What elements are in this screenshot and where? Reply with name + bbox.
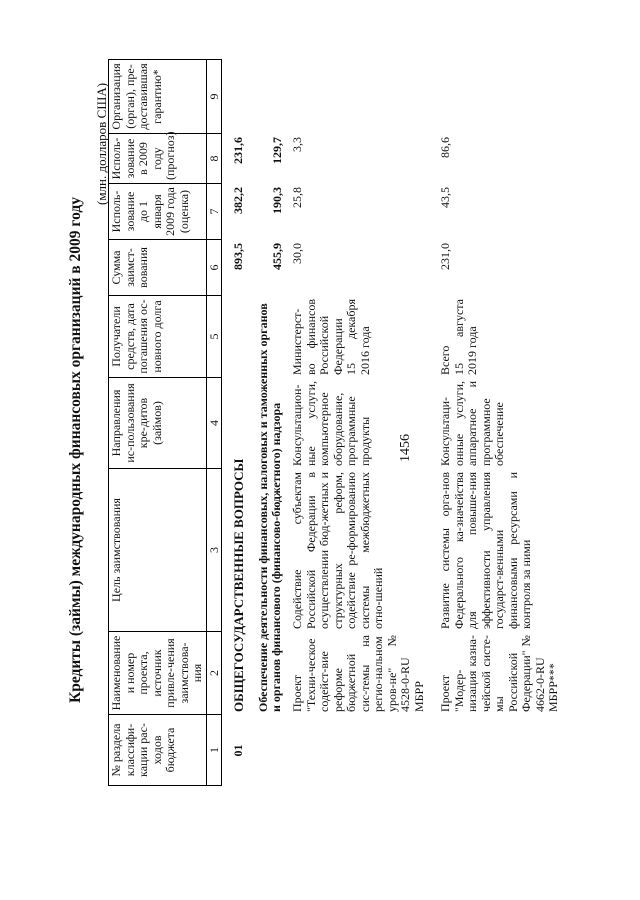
column-number: 9 (206, 60, 221, 134)
section-used-2009: 231,6 (231, 137, 245, 164)
project-guarantor (427, 60, 562, 134)
project-used-2009: 3,3 (290, 137, 304, 152)
project-used-before: 43,5 (438, 187, 452, 208)
header-amount: Сумма заимст-вования (109, 240, 207, 296)
subsection-amount: 455,9 (269, 243, 284, 270)
header-used-before: Исполь-зование до 1 января 2009 года (оценка) (109, 184, 207, 240)
subsection-used-2009: 129,7 (269, 137, 284, 164)
header-table (108, 59, 222, 786)
project-recipient (427, 296, 562, 378)
header-used-2009: Исполь-зование в 2009 году (прогноз) (109, 134, 207, 184)
table-row (285, 60, 427, 786)
project-direction: Консультацион-ные услуги, компьютерное оборудование, программные продукты (290, 381, 372, 466)
project-amount: 231,0 (438, 243, 452, 270)
section-row (231, 60, 247, 786)
section-name: ОБЩЕГОСУДАРСТВЕННЫЕ ВОПРОСЫ (231, 458, 246, 712)
project-goal: Содействие субъектам Российской Федерации в осуществлении бюд-жетных и структурных реформ, содействие ре-формированию системы межбюджетных отно-шений (290, 472, 385, 629)
project-direction: Консультаци-онные услуги, аппаратное и программное обеспечение (438, 381, 506, 466)
recipient-name: Министерст-во финансов Российской Федерации (290, 299, 345, 375)
column-number: 3 (206, 469, 221, 632)
project-amount: 30,0 (290, 243, 304, 264)
header-guarantor: Организация (орган), пре-доставившая гарантию* (109, 60, 207, 134)
column-number: 7 (206, 184, 221, 240)
column-number: 8 (206, 134, 221, 184)
section-code: 01 (231, 744, 245, 757)
header-project-name: Наименование и номер проекта, источник привле-чения заимствова-ния (109, 632, 207, 715)
table-row (427, 60, 562, 786)
header-goal: Цель заимствования (109, 469, 207, 632)
column-number: 4 (206, 378, 221, 469)
section-amount: 893,5 (231, 243, 245, 270)
subsection-row (247, 60, 286, 786)
column-number: 1 (206, 715, 221, 786)
project-name: Проект "Модер-низация казна-чейской систе-мы Российской Федерации" № 4662-0-RU МБРР*** (438, 635, 560, 712)
project-guarantor (285, 60, 427, 134)
column-number-row (206, 60, 221, 786)
body-table (231, 60, 562, 786)
units-note: (млн. долларов США) (94, 82, 109, 205)
project-used-before: 25,8 (290, 187, 304, 208)
project-used-2009: 86,6 (438, 137, 452, 158)
column-number: 5 (206, 296, 221, 378)
project-name: Проект "Техни-ческое содейст-вие реформе бюджетной сис-темы на регио-нальном уров-не" № 4528-0-RU МБРР (290, 635, 426, 712)
project-recipient (285, 296, 427, 378)
subsection-name: Обеспечение деятельности финансовых, налоговых и таможенных органов и органов финансового (финансово-бюджетного) надзора (255, 303, 283, 712)
recipient-name: Всего (438, 345, 452, 375)
header-section-number: № раздела классифи-кации рас-ходов бюджета (109, 715, 207, 786)
project-goal: Развитие системы орга-нов Федерального ка-значейства для повыше-ния эффективности управления государст-венными финансовыми ресурсами и контроля за ними (438, 472, 533, 629)
page-title: Кредиты (займы) международных финансовых организаций в 2009 году (67, 197, 84, 703)
repayment-date: 15 декабря 2016 года (344, 299, 372, 375)
header-row (109, 60, 207, 786)
column-number: 6 (206, 240, 221, 296)
header-direction: Направления ис-пользования кре-дитов (займов) (109, 378, 207, 469)
page-number: 1456 (398, 434, 413, 462)
repayment-date: 15 августа 2019 года (451, 299, 479, 375)
column-number: 2 (206, 632, 221, 715)
subsection-used-before: 190,3 (269, 187, 284, 214)
header-recipients: Получатели средств, дата погашения ос-новного долга (109, 296, 207, 378)
section-used-before: 382,2 (231, 187, 245, 214)
